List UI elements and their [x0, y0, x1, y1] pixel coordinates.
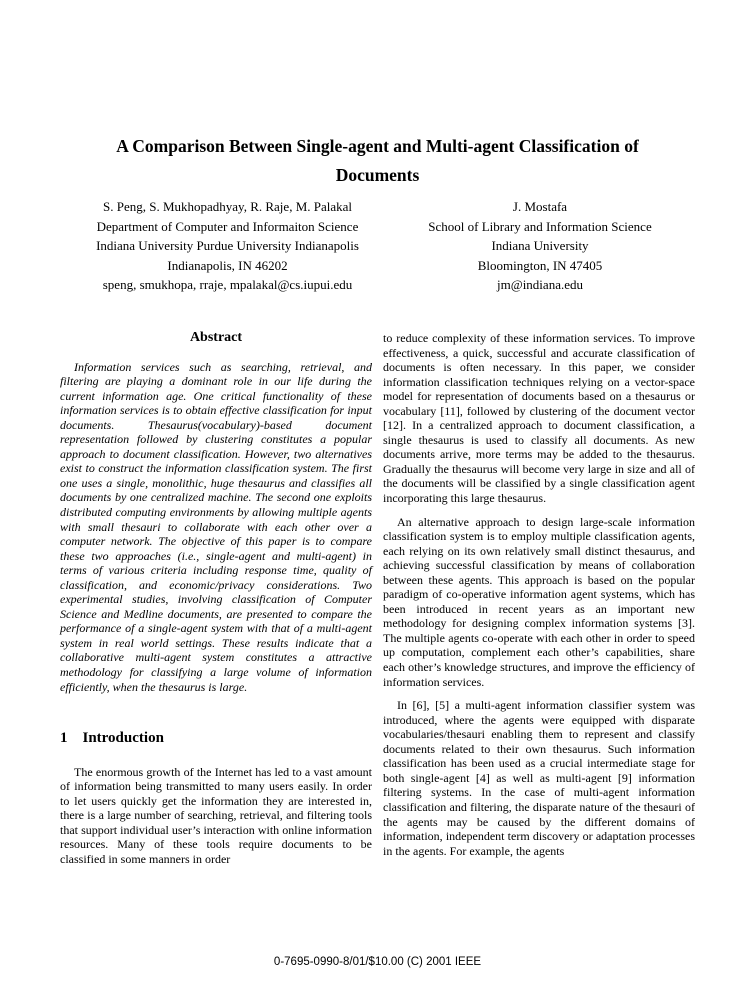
body-paragraph: An alternative approach to design large-scale information classification system is to employ multiple classification agents, each relying on its own relatively small distinct thesaurus, and achieving successful classification by means of collaboration between these agents. This approach is based on the popular paradigm of co-operative information agent systems, which has been introduced in recent years as an important new methodology for designing complex information systems [3]. The multiple agents co-operate with each other in order to speed up computation, complement each other’s capabilities, share each other’s knowledge structures, and improve the efficiency of information services. — [383, 514, 695, 689]
author-block-right — [390, 197, 690, 295]
page-title — [0, 132, 755, 190]
left-column — [60, 331, 372, 867]
introduction-paragraph: The enormous growth of the Internet has led to a vast amount of information being transmitted to many users easily. In order to let users quickly get the information they are interested in, there is a large number of searching, retrieval, and filtering tools that support individual user’s interaction with online information resources. Many of these tools require documents to be classified in some manners in order — [60, 764, 372, 866]
author-department: School of Library and Information Science — [428, 218, 652, 234]
body-paragraph: to reduce complexity of these information services. To improve effectiveness, a quick, successful and accurate classification of documents is often necessary. In this paper, we consider information classification techniques relying on a vector-space model for representation of documents based on a thesaurus or vocabulary [11], followed by clustering of the document vector [12]. In a centralized approach to document classification, a single thesaurus is used to classify all documents. As new documents arrive, more terms may be added to the thesaurus. Gradually the thesaurus will become very large in size and all of the documents will be classified by a single classification agent incorporating this large thesaurus. — [383, 331, 695, 506]
copyright-footer: 0-7695-0990-8/01/$10.00 (C) 2001 IEEE — [273, 956, 482, 968]
body-paragraph: In [6], [5] a multi-agent information classifier system was introduced, where the agents were equipped with disparate vocabularies/thesauri enabling them to represent and classify documents related to their own thesaurus. Such information classification has been used as a crucial intermediate stage for both single-agent [4] as well as multi-agent [9] information filtering systems. In the case of multi-agent information classification and filtering, the disparate nature of the thesauri of the agents may be caused by the different domains of information, independent term discovery or adaptation processes in the agents. For example, the agents — [383, 698, 695, 858]
section-heading-introduction — [60, 731, 372, 746]
abstract-heading: Abstract — [189, 330, 243, 345]
author-names: S. Peng, S. Mukhopadhyay, R. Raje, M. Palakal — [102, 199, 353, 214]
section-number: 1 — [60, 730, 68, 747]
author-email: jm@indiana.edu — [497, 277, 583, 292]
author-names: J. Mostafa — [512, 199, 568, 214]
section-title: Introduction — [82, 730, 164, 747]
author-department: Department of Computer and Informaiton Science — [96, 218, 359, 234]
author-university: Indiana University — [491, 238, 589, 253]
author-email: speng, smukhopa, rraje, mpalakal@cs.iupui.edu — [102, 277, 353, 292]
right-column — [383, 331, 695, 858]
abstract-text: Information services such as searching, retrieval, and filtering are playing a dominant role in our life during the current information age. One critical functionality of these information services is to obtain effective classification for input documents. Thesaurus(vocabulary)-based document representation followed by clustering constitutes a popular approach to document classification. However, two alternatives exist to construct the information classification system. The first one uses a single, monolithic, huge thesaurus and classifies all documents by one centralized machine. The second one exploits distributed computing environments by allowing multiple agents with small thesauri to collaborate with each other over a computer network. The objective of this paper is to compare these two approaches (i.e., single-agent and multi-agent) in terms of various criteria including response time, quality of classification, and economic/privacy considerations. Two experimental studies, involving classification of Computer Science and Medline documents, are presented to compare the performance of a single-agent system with that of a multi-agent system in real world settings. These results indicate that a collaborative multi-agent system constitutes a attractive methodology for classifying a large volume of information efficiently, when the thesaurus is large. — [60, 359, 372, 694]
author-block-left — [40, 197, 415, 295]
author-city: Bloomington, IN 47405 — [477, 257, 603, 273]
page-title-line-2: Documents — [335, 165, 420, 185]
page-title-line-1: A Comparison Between Single-agent and Multi-agent Classification of — [116, 136, 639, 156]
author-university: Indiana University Purdue University Indianapolis — [96, 238, 359, 253]
author-city: Indianapolis, IN 46202 — [167, 257, 288, 273]
